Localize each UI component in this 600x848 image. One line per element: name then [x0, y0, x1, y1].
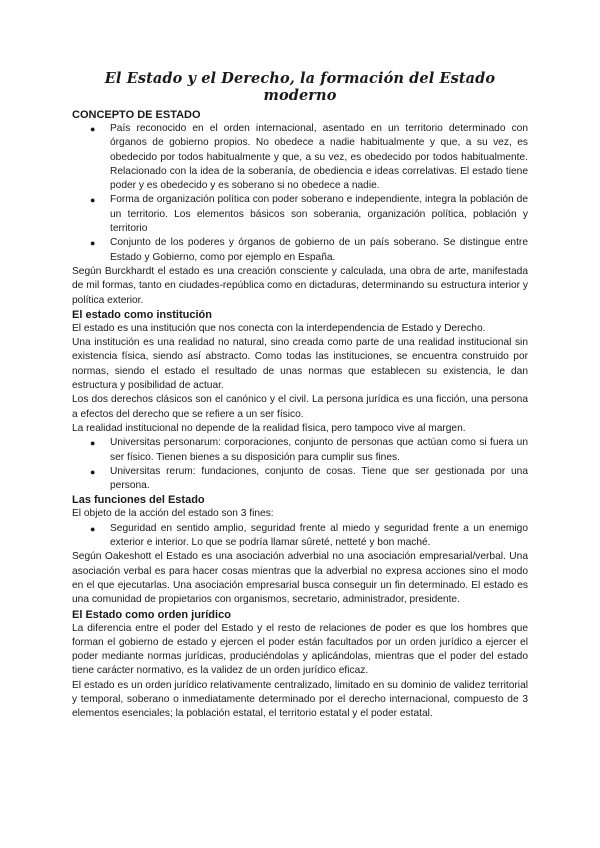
list-item — [90, 122, 528, 193]
bullet-icon: ● — [90, 438, 96, 449]
bullet-list-funciones — [72, 522, 528, 551]
paragraph: El estado es un orden jurídico relativamente centralizado, limitado en su dominio de validez territorial y temporal, soberano o inmediatamente determinado por el derecho internacional, compuesto de 3 elementos esenciales; la población estatal, el territorio estatal y el poder estatal. — [72, 679, 528, 720]
list-item — [90, 436, 528, 465]
paragraph: El objeto de la acción del estado son 3 fines: — [72, 508, 274, 520]
bullet-list-institucion — [72, 436, 528, 493]
paragraph: La realidad institucional no depende de la realidad física, pero tampoco vive al margen. — [72, 422, 466, 434]
bullet-icon: ● — [90, 238, 96, 249]
bullet-icon: ● — [90, 124, 96, 134]
list-item-text: Seguridad en sentido amplio, seguridad frente al miedo y seguridad frente a un enemigo exterior e interior. Lo que se podría llamar sûreté, netteté y bon maché. — [110, 522, 528, 549]
paragraph: El estado es una institución que nos conecta con la interdependencia de Estado y Derecho. — [72, 322, 486, 334]
paragraph: La diferencia entre el poder del Estado y el resto de relaciones de poder es que los hombres que forman el gobierno de estado y ejercen el poder están facultados por un orden jurídico a ejercer el poder mediante normas jurídicas, produciéndolas y aplicándolas, mientras que el poder del estado tiene carácter normativo, es la validez de un orden jurídico eficaz. — [72, 622, 528, 677]
section-heading-orden: El Estado como orden jurídico — [72, 608, 231, 621]
paragraph: Según Burckhardt el estado es una creación consciente y calculada, una obra de arte, manifestada de mil formas, tanto en ciudades-república como en dictaduras, determinando su estructura interior y política exterior. — [72, 265, 528, 306]
section-heading-funciones: Las funciones del Estado — [72, 494, 205, 507]
list-item — [90, 236, 528, 265]
paragraph: Una institución es una realidad no natural, sino creada como parte de una realidad institucional sin existencia física, siendo así abstracto. Como todas las instituciones, se encuentra construido por normas, siendo el estado el resultado de unas normas que establecen su existencia, le dan estructura y posibilidad de actuar. — [72, 337, 528, 392]
bullet-icon: ● — [90, 195, 96, 206]
list-item — [90, 522, 528, 551]
list-item — [90, 193, 528, 236]
bullet-icon: ● — [90, 523, 96, 534]
document-title: El Estado y el Derecho, la formación del Estado moderno — [104, 70, 496, 104]
paragraph: Los dos derechos clásicos son el canónico y el civil. La persona jurídica es una ficción, una persona a efectos del derecho que se refiere a un ser físico. — [72, 394, 528, 420]
list-item-text: País reconocido en el orden internacional, asentado en un territorio determinado con órganos de gobierno propios. No obedece a nadie habitualmente y que, a su vez, es obedecido por todos habitualmente y que, a su vez, es obedecido por todos habitualmente. Relacionado con la idea de la soberanía, de obediencia e ideas correlativas. El estado tiene poder y es obedecido y es soberano si no obedece a nadie. — [110, 123, 528, 192]
list-item — [90, 465, 528, 494]
paragraph: Según Oakeshott el Estado es una asociación adverbial no una asociación empresarial/verbal. Una asociación verbal es para hacer cosas mientras que la adverbial no expresa acciones sino el modo en el que ejecutarlas. Una asociación empresarial busca conseguir un fin determinado. El estado es una comunidad de propietarios con organismos, secretario, administrador, presidente. — [72, 551, 528, 606]
section-heading-institucion: El estado como institución — [72, 308, 212, 321]
bullet-icon: ● — [90, 466, 96, 477]
list-item-text: Conjunto de los poderes y órganos de gobierno de un país soberano. Se distingue entre Estado y Gobierno, como por ejemplo en España. — [110, 237, 528, 263]
section-heading-concepto: CONCEPTO DE ESTADO — [72, 109, 201, 121]
list-item-text: Universitas personarum: corporaciones, conjunto de personas que actúan como si fuera un ser físico. Tienen bienes a su disposición para cumplir sus fines. — [110, 437, 528, 463]
list-item-text: Forma de organización política con poder soberano e independiente, integra la población de un territorio. Los elementos básicos son soberania, organización política, población y territorio — [110, 194, 528, 235]
list-item-text: Universitas rerum: fundaciones, conjunto de cosas. Tiene que ser gestionada por una persona. — [110, 465, 528, 492]
bullet-list-concepto — [72, 122, 528, 265]
